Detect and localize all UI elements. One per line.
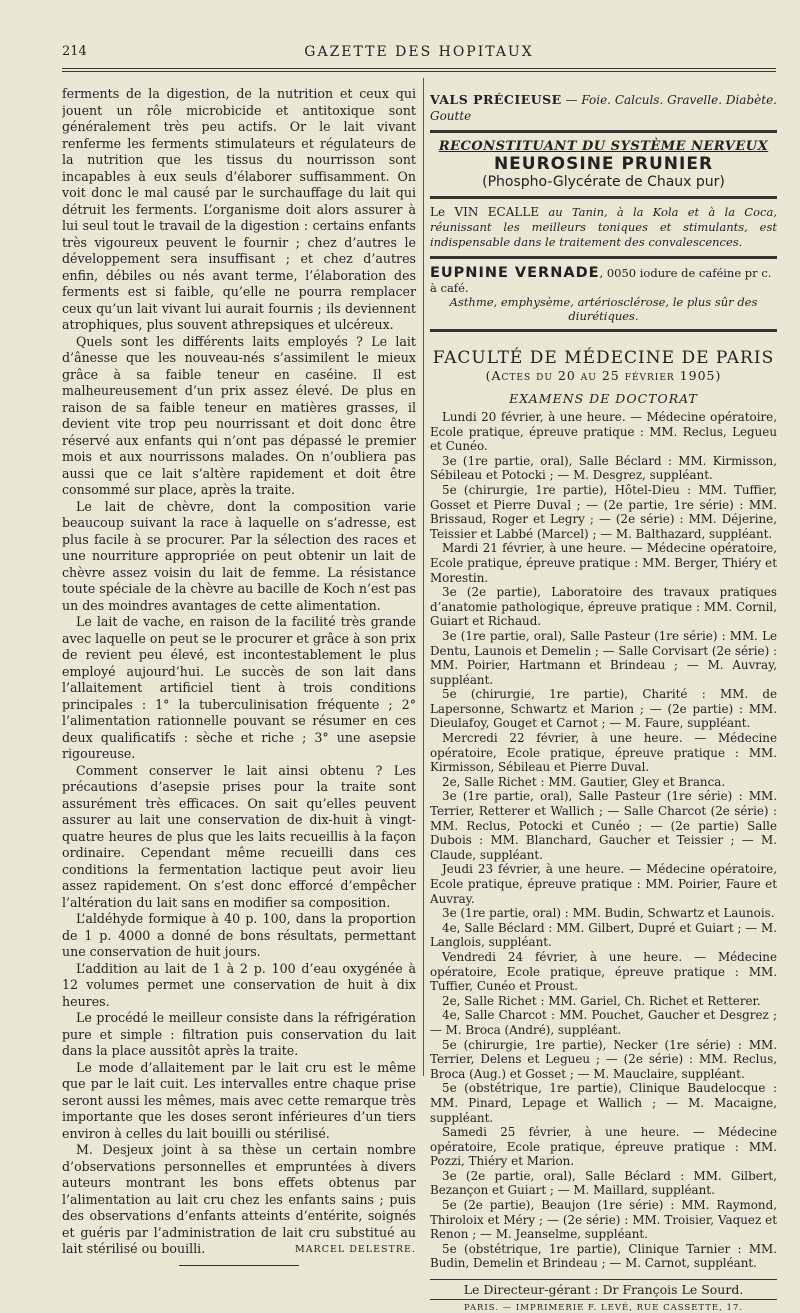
ad-eupnine-text: , 0050 iodure de caféine pr c. à café. xyxy=(430,266,772,295)
exam-entry: 5e (chirurgie, 1re partie), Charité : MM. de Lapersonne, Schwartz et Marion ; — (2e partie) : MM. Dieulafoy, Gouget et Carnot ; — M. Faure, suppléant. xyxy=(430,687,777,731)
ad-prunier-tagline: RECONSTITUANT DU SYSTÈME NERVEUX xyxy=(438,139,769,154)
page-number: 214 xyxy=(62,44,87,59)
article-paragraph: Le lait de vache, en raison de la facilité très grande avec laquelle on peut se le procurer et grâce à son prix de revient peu élevé, est incontestablement le plus employé aujourd’hui. Le succès de son lait dans l’allaitement artificiel tient à trois conditions principales : 1° la tuberculinisation fréquente ; 2° l’alimentation rationnelle pouvant se résumer en ces deux qualificatifs : sèche et riche ; 3° une asepsie rigoureuse. xyxy=(62,614,416,761)
exam-entry: Mardi 21 février, à une heure. — Médecine opératoire, Ecole pratique, épreuve pratique : MM. Berger, Thiéry et Morestin. xyxy=(430,541,777,585)
ad-ecalle-brand: Le VIN ECALLE xyxy=(430,205,540,219)
exam-entry: 5e (obstétrique, 1re partie), Clinique Baudelocque : MM. Pinard, Lepage et Wallich ; — M. Macaigne, suppléant. xyxy=(430,1081,777,1125)
exam-entry: 2e, Salle Richet : MM. Gautier, Gley et Branca. xyxy=(442,774,726,789)
article-paragraph: Le mode d’allaitement par le lait cru est le même que par le lait cuit. Les intervalles entre chaque prise seront aussi les mêmes, mais avec cette remarque très importante que les doses seront inférieures d’un tiers environ à celles du lait bouilli ou stérilisé. xyxy=(62,1059,416,1141)
ad-separator xyxy=(430,256,777,259)
exam-entry: 4e, Salle Béclard : MM. Gilbert, Dupré et Guiart ; — M. Langlois, suppléant. xyxy=(430,920,777,950)
exam-entry: 5e (obstétrique, 1re partie), Clinique Tarnier : MM. Budin, Demelin et Brindeau ; — M. Carnot, suppléant. xyxy=(430,1241,777,1271)
author-signature: MARCEL DELESTRE. xyxy=(294,1243,416,1255)
ad-vals-brand: VALS PRÉCIEUSE xyxy=(430,92,562,107)
ad-prunier xyxy=(430,139,777,190)
ad-eupnine-tagline: Asthme, emphysème, artériosclérose, le plus sûr des diurétiques. xyxy=(449,295,758,323)
exam-entry: 5e (chirurgie, 1re partie), Necker (1re série) : MM. Terrier, Delens et Legueu ; — (2e série) : MM. Reclus, Broca (Aug.) et Gosset ; — M. Mauclaire, suppléant. xyxy=(430,1037,777,1081)
article-paragraph: Le lait de chèvre, dont la composition varie beaucoup suivant la race à laquelle on s’adresse, est plus facile à se procurer. Par la sélection des races et une nourriture appropriée on peut obtenir un lait de chèvre assez voisin du lait de femme. La résistance toute spéciale de la chèvre au bacille de Koch n’est pas un des moindres avantages de cette alimentation. xyxy=(62,498,416,613)
footer-printer: PARIS. — IMPRIMERIE F. LEVÉ, RUE CASSETTE, 17. xyxy=(463,1303,744,1313)
exam-entry: 5e (chirurgie, 1re partie), Hôtel-Dieu : MM. Tuffier, Gosset et Pierre Duval ; — (2e partie, 1re série) : MM. Brissaud, Roger et Legry ; — (2e série) : MM. Déjerine, Teissier et Labbé (Marcel) ; — M. Balthazard, suppléant. xyxy=(430,482,777,541)
footer-manager: Le Directeur-gérant : Dr François Le Sourd. xyxy=(430,1279,777,1300)
exam-entry: Vendredi 24 février, à une heure. — Médecine opératoire, Ecole pratique, épreuve pratique : MM. Tuffier, Cunéo et Proust. xyxy=(430,949,777,994)
exam-entry: Jeudi 23 février, à une heure. — Médecine opératoire, Ecole pratique, épreuve pratique : MM. Poirier, Faure et Auvray. xyxy=(430,862,777,906)
ad-eupnine-brand: EUPNINE VERNADE xyxy=(430,265,600,281)
header-rule xyxy=(62,68,776,69)
article-end-rule xyxy=(179,1265,299,1266)
exam-entry: 3e (2e partie), Laboratoire des travaux pratiques d’anatomie pathologique, épreuve pratique : MM. Cornil, Guiart et Richaud. xyxy=(430,585,777,629)
article-paragraph: L’aldéhyde formique à 40 p. 100, dans la proportion de 1 p. 4000 a donné de bons résultats, permettant une conservation de huit jours. xyxy=(62,911,416,959)
right-column xyxy=(430,86,777,1313)
article-paragraph: Comment conserver le lait ainsi obtenu ? Les précautions d’asepsie prises pour la traite sont assurément très efficaces. On sait qu’elles peuvent assurer au lait une conservation de dix-huit à vingt-quatre heures de plus que les laits recueillis à la façon ordinaire. Cependant même recueilli dans ces conditions la fermentation lactique peut avoir lieu assez rapidement. On s’est donc efforcé d’empêcher l’altération du lait sans en modifier sa composition. xyxy=(62,762,416,910)
section-heading: EXAMENS DE DOCTORAT xyxy=(509,391,698,406)
ad-vals xyxy=(430,92,777,124)
exam-entry: 2e, Salle Richet : MM. Gariel, Ch. Richet et Retterer. xyxy=(442,993,761,1008)
exam-entry: Lundi 20 février, à une heure. — Médecine opératoire, Ecole pratique, épreuve pratique : MM. Reclus, Legueu et Cunéo. xyxy=(430,410,777,454)
article-paragraph: ferments de la digestion, de la nutrition et ceux qui jouent un rôle microbicide et antitoxique sont généralement très peu actifs. Or le lait vivant renferme les ferments stimulateurs et régulateurs de la nutrition que les tissus du nourrisson sont incapables à eux seuls d’élaborer suffisamment. On voit donc le mal causé par le surchauffage du lait qui détruit les ferments. L’organisme doit alors assurer à lui seul tout le travail de la digestion : certains enfants très vigoureux peuvent le fournir ; chez d’autres le développement sera insuffisant ; et chez d’autres enfin, débiles ou nés avant terme, l’élaboration des ferments est si faible, qu’elle ne pourra remplacer ceux qu’un lait vivant lui aurait fournis ; ils deviennent atrophiques, plus souvent athrepsiques et ulcéreux. xyxy=(62,86,416,332)
header-rule-double xyxy=(62,71,776,72)
faculty-dates: (Actes du 20 au 25 février 1905) xyxy=(485,368,722,383)
exam-entry: 3e (1re partie, oral) : MM. Budin, Schwartz et Launois. xyxy=(442,906,775,921)
article-paragraph: Quels sont les différents laits employés ? Le lait d’ânesse que les nouveau-nés s’assimilent le mieux grâce à sa faible teneur en caséine. Il est malheureusement d’un prix assez élevé. De plus en raison de sa faible teneur en matières grasses, il devient vite trop peu nourrissant et doit donc être réservé aux enfants qui n’ont pas dépassé le premier mois et aux nourrissons malades. On n’oubliera pas aussi que ce lait s’altère rapidement et doit être consommé sur place, après la traite. xyxy=(62,333,416,497)
ad-vals-text: — Foie. Calculs. Gravelle. Diabète. Goutte xyxy=(430,93,777,123)
ad-ecalle-text: au Tanin, à la Kola et à la Coca, réunissant les meilleurs toniques et stimulants, est indispensable dans le traitement des convalescences. xyxy=(430,205,777,249)
exam-entry: 4e, Salle Charcot : MM. Pouchet, Gaucher et Desgrez ; — M. Broca (André), suppléant. xyxy=(430,1008,777,1037)
ad-eupnine xyxy=(430,265,777,323)
exam-list xyxy=(430,410,777,1271)
exam-entry: 3e (1re partie, oral), Salle Pasteur (1re série) : MM. Le Dentu, Launois et Demelin ; — Salle Corvisart (2e série) : MM. Poirier, Hartmann et Brindeau ; — M. Auvray, suppléant. xyxy=(430,628,777,687)
article-paragraph: L’addition au lait de 1 à 2 p. 100 d’eau oxygénée à 12 volumes permet une conservation de huit à dix heures. xyxy=(62,960,416,1009)
left-column xyxy=(62,86,416,1266)
page-header xyxy=(62,44,776,64)
running-title: GAZETTE DES HOPITAUX xyxy=(304,44,534,60)
faculty-title: FACULTÉ DE MÉDECINE DE PARIS xyxy=(432,348,775,368)
column-divider xyxy=(423,78,424,1076)
ad-separator xyxy=(430,196,777,199)
ad-prunier-subtitle: (Phospho-Glycérate de Chaux pur) xyxy=(482,174,725,190)
article-paragraph: M. Desjeux joint à sa thèse un certain nombre d’observations personnelles et empruntées à divers auteurs montrant les bons effets obtenus par l’alimentation au lait cru chez les enfants sains ; puis des observations d’enfants atteints d’entérite, soignés et guéris par l’administration de lait cru substitué au lait stérilisé ou bouilli. xyxy=(62,1142,416,1256)
ad-separator xyxy=(430,130,777,133)
ad-ecalle xyxy=(430,205,777,250)
exam-entry: Samedi 25 février, à une heure. — Médecine opératoire, Ecole pratique, épreuve pratique : MM. Pozzi, Thiéry et Marion. xyxy=(430,1125,777,1169)
article-paragraph: Le procédé le meilleur consiste dans la réfrigération pure et simple : filtration puis conservation du lait dans la place aussitôt après la traite. xyxy=(62,1010,416,1058)
exam-entry: 3e (1re partie, oral), Salle Béclard : MM. Kirmisson, Sébileau et Potocki ; — M. Desgrez, suppléant. xyxy=(430,453,777,483)
ad-prunier-name: NEUROSINE PRUNIER xyxy=(493,154,714,174)
exam-entry: 3e (2e partie, oral), Salle Béclard : MM. Gilbert, Bezançon et Guiart ; — M. Maillard, suppléant. xyxy=(430,1168,777,1198)
exam-entry: Mercredi 22 février, à une heure. — Médecine opératoire, Ecole pratique, épreuve pratique : MM. Kirmisson, Sébileau et Pierre Duval. xyxy=(430,731,777,775)
ad-separator xyxy=(430,329,777,332)
exam-entry: 3e (1re partie, oral), Salle Pasteur (1re série) : MM. Terrier, Retterer et Wallich ; — Salle Charcot (2e série) : MM. Reclus, Potocki et Cunéo ; — (2e partie) Salle Dubois : MM. Blanchard, Gaucher et Teissier ; — M. Claude, suppléant. xyxy=(430,789,777,862)
exam-entry: 5e (2e partie), Beaujon (1re série) : MM. Raymond, Thiroloix et Méry ; — (2e série) : MM. Troisier, Vaquez et Renon ; — M. Jeanselme, suppléant. xyxy=(430,1198,777,1242)
